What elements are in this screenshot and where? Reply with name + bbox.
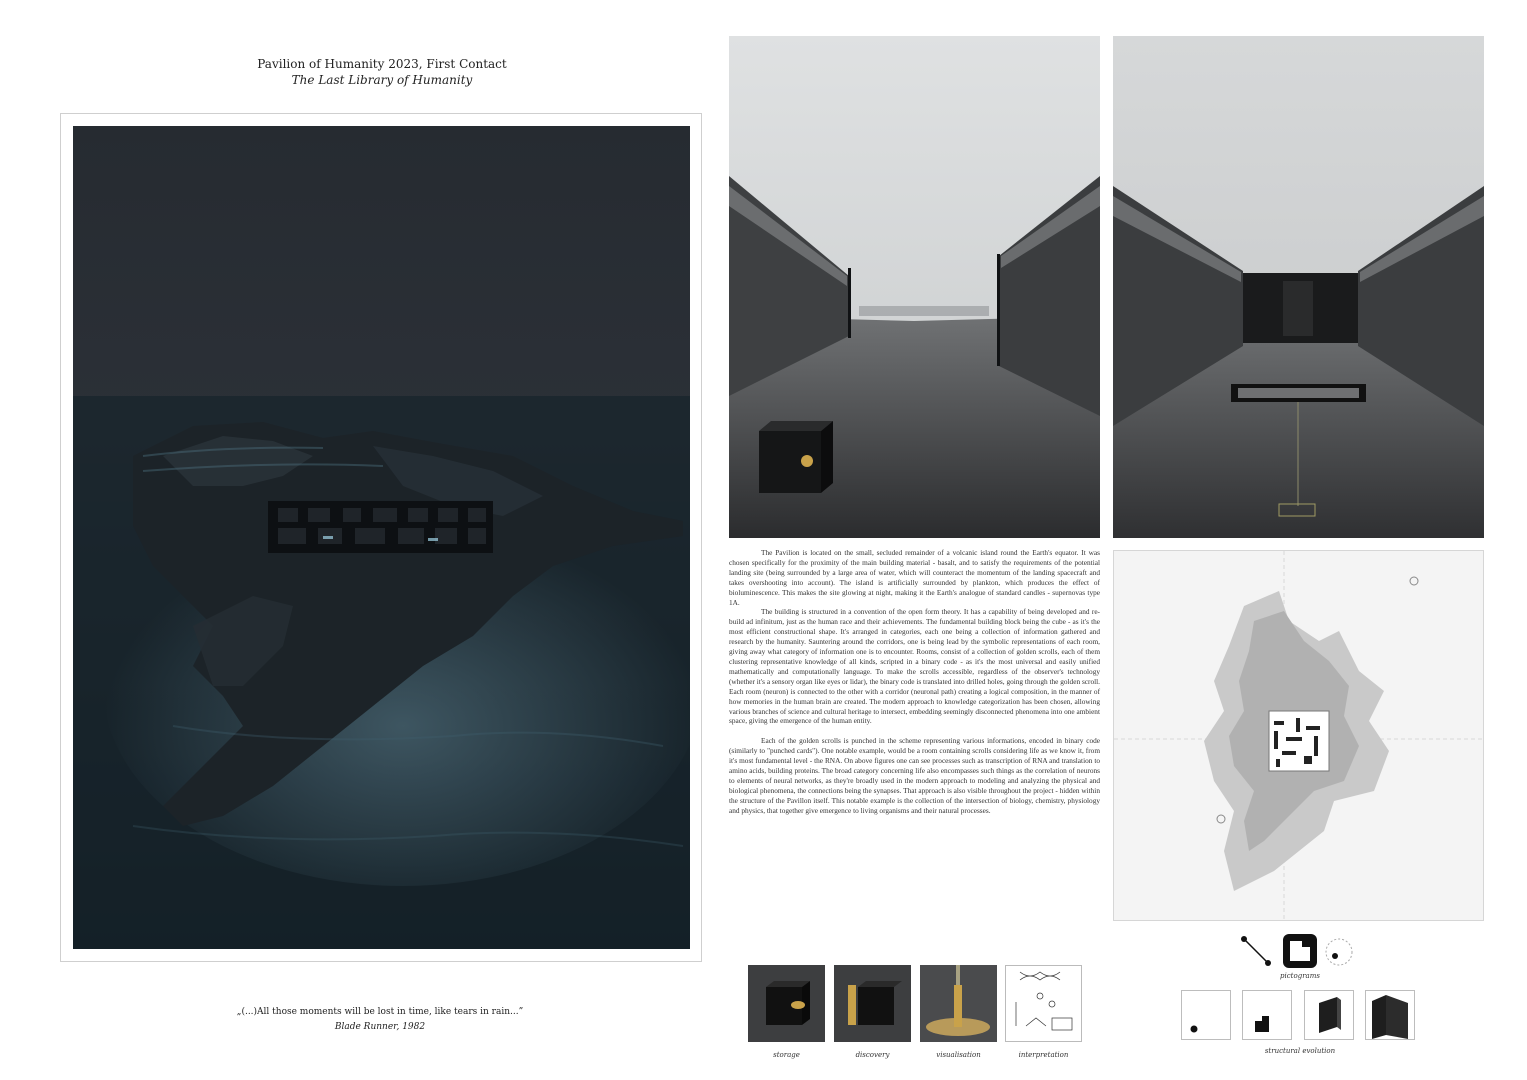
evolution-label: structural evolution [1264,1047,1336,1055]
evolution-step-2 [1242,990,1292,1040]
evolution-step-4 [1365,990,1415,1040]
page-title: Pavilion of Humanity 2023, First Contact [257,57,507,71]
visualisation-thumbnail-graphic [920,965,997,1042]
pictogram-cube [1282,933,1318,969]
thumbnail-visualisation [920,965,997,1042]
thumbnail-interpretation [1005,965,1082,1042]
thumbnail-storage [748,965,825,1042]
evolution-step-4-graphic [1366,991,1414,1039]
quote-block [160,1005,600,1035]
corridor-render-interior [1113,36,1484,538]
evolution-step-1-graphic [1182,991,1230,1039]
thumbnail-label-visualisation: visualisation [936,1051,981,1059]
pictogram-circle [1323,936,1355,968]
thumbnail-label-discovery: discovery [855,1051,890,1059]
pictograms-label: pictograms [1280,972,1320,980]
paragraph: Each of the golden scrolls is punched in the scheme representing various informations, encoded in binary code (similarly to "punched cards"). One notable example, would be a room containing scrolls considering life as we know it, from it's most fundamental level - the RNA. On above figures one can see processes such as transcription of RNA and translation to amino acids, building proteins. The broad category concerning life also encompasses such things as the correlation of neurons to elements of neural networks, as they're broadly used in the modern approach to modeling and analyzing the physical and biological phenomena, the connections being the synapses. That approach is also visible throughout the project - hidden within the structure of the Pavillon itself. This notable example is the collection of the intersection of biology, chemistry, physiology and physics, that together give emergence to living organisms and their natural processes. [729,736,1100,815]
circle-pictogram-icon [1323,936,1355,968]
evolution-step-1 [1181,990,1231,1040]
line-pictogram-icon [1240,935,1273,968]
evolution-step-3-graphic [1305,991,1353,1039]
paragraph: The Pavilion is located on the small, secluded remainder of a volcanic island round the Earth's equator. It was chosen specifically for the proximity of the main building material - basalt, and to satisfy the requirements of the potential landing site (being surrounded by a large area of water, which will counteract the momentum of the landing spacecraft and takes overshooting into account). The island is artificially surrounded by plankton, which produces the effect of bioluminescence. This makes the site glowing at night, making it the Earth's analogue of standard candles - supernovas type 1A. [729,548,1100,607]
page-subtitle: The Last Library of Humanity [291,73,473,87]
cube-pictogram-icon [1282,933,1318,969]
title-block [200,56,564,88]
evolution-step-3 [1304,990,1354,1040]
quote-text: „(...)All those moments will be lost in time, like tears in rain...” [236,1007,524,1017]
interpretation-thumbnail-graphic [1006,966,1081,1041]
corridor-render-exterior [729,36,1100,538]
evolution-step-2-graphic [1243,991,1291,1039]
island-render [73,126,690,949]
island-render-graphic [73,126,690,949]
description-text [729,548,1100,816]
storage-thumbnail-graphic [748,965,825,1042]
thumbnail-label-interpretation: interpretation [1018,1051,1069,1059]
quote-source: Blade Runner, 1982 [334,1022,426,1032]
corridor-render-interior-graphic [1113,36,1484,538]
site-plan-panel [1113,550,1484,921]
corridor-render-exterior-graphic [729,36,1100,538]
site-plan-graphic [1114,551,1483,920]
discovery-thumbnail-graphic [834,965,911,1042]
paragraph: The building is structured in a convention of the open form theory. It has a capability of being developed and re-build ad infinitum, just as the human race and their achievements. The fundamental building block being the cube - as it's the most efficient constructional shape. It's arranged in categories, each one being a collection of information gathered and research by the humanity. Sauntering around the corridors, one is being lead by the symbolic representations of each room, giving away what category of information one is to encounter. Rooms, consist of a collection of golden scrolls, each of them clustering representative knowledge of all kinds, scripted in a binary code - as it's the most universal and easily unified mathematically and computationally language. To make the scrolls accessible, regardless of the observer's technology (whether it's a sensory organ like eyes or lidar), the binary code is translated into drilled holes, going through the golden scroll. Each room (neuron) is connected to the other with a corridor (neuronal path) creating a logical composition, in the manner of how memories in the human brain are created. The modern approach to knowledge categorization has been chosen, allowing various branches of science and cultural heritage to intersect, embedding seemingly disconnected phenomena into one ambient space, giving the emergence of the human entity. [729,607,1100,726]
pictogram-line [1240,935,1273,968]
thumbnail-label-storage: storage [773,1051,800,1059]
thumbnail-discovery [834,965,911,1042]
